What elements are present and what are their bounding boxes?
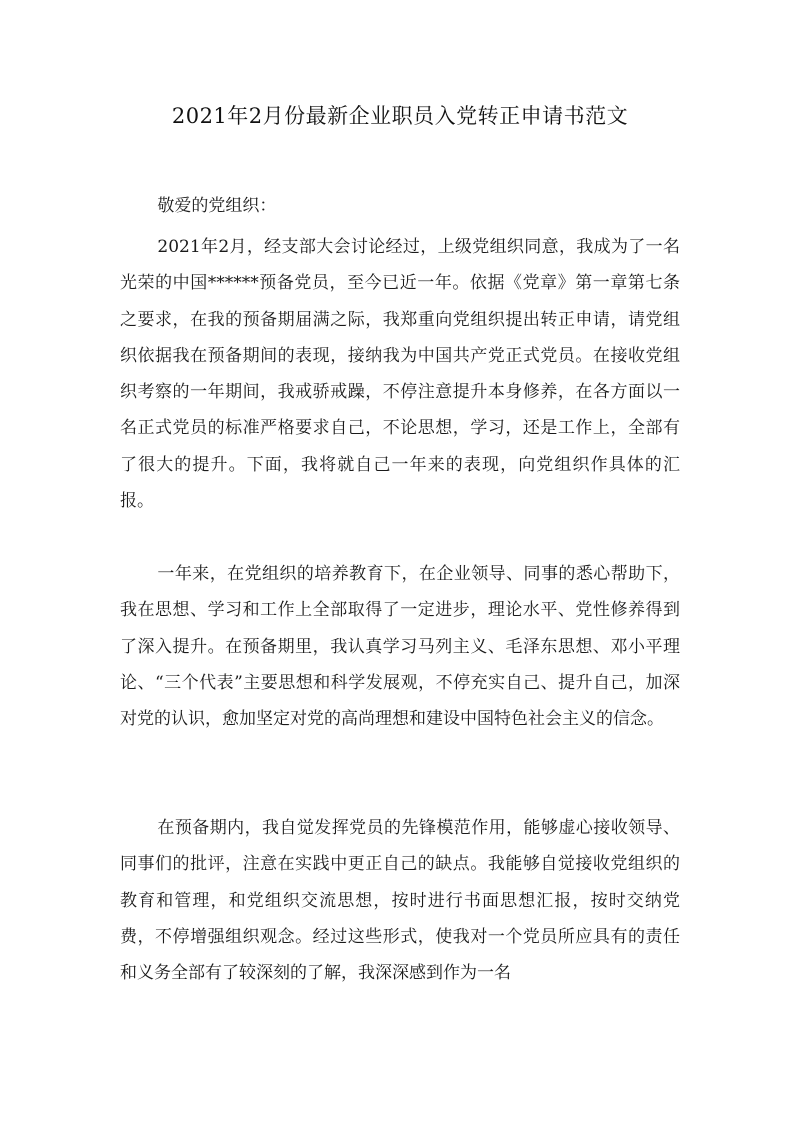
salutation: 敬爱的党组织： (157, 196, 277, 216)
paragraph-3: 在预备期内，我自觉发挥党员的先锋模范作用，能够虚心接收领导、同事们的批评，注意在实践中更正自己的缺点。我能够自觉接收党组织的教育和管理，和党组织交流思想，按时进行书面思想汇报，按时交纳党费，不停增强组织观念。经过这些形式，使我对一个党员所应具有的责任和义务全部有了较深刻的了解，我深深感到作为一名 (120, 818, 680, 984)
paragraph-2: 一年来，在党组织的培养教育下，在企业领导、同事的悉心帮助下，我在思想、学习和工作上全部取得了一定进步，理论水平、党性修养得到了深入提升。在预备期里，我认真学习马列主义、毛泽东思想、邓小平理论、“三个代表”主要思想和科学发展观，不停充实自己、提升自己，加深对党的认识，愈加坚定对党的高尚理想和建设中国特色社会主义的信念。 (120, 564, 680, 730)
document-title: 2021年2月份最新企业职员入党转正申请书范文 (171, 104, 629, 128)
paragraph-1: 2021年2月，经支部大会讨论经过，上级党组织同意，我成为了一名光荣的中国******预备党员，至今已近一年。依据《党章》第一章第七条之要求，在我的预备期届满之际，我郑重向党组织提出转正申请，请党组织依据我在预备期间的表现，接纳我为中国共产党正式党员。在接收党组织考察的一年期间，我戒骄戒躁，不停注意提升本身修养，在各方面以一名正式党员的标准严格要求自己，不论思想，学习，还是工作上，全部有了很大的提升。下面，我将就自己一年来的表现，向党组织作具体的汇报。 (120, 237, 680, 512)
